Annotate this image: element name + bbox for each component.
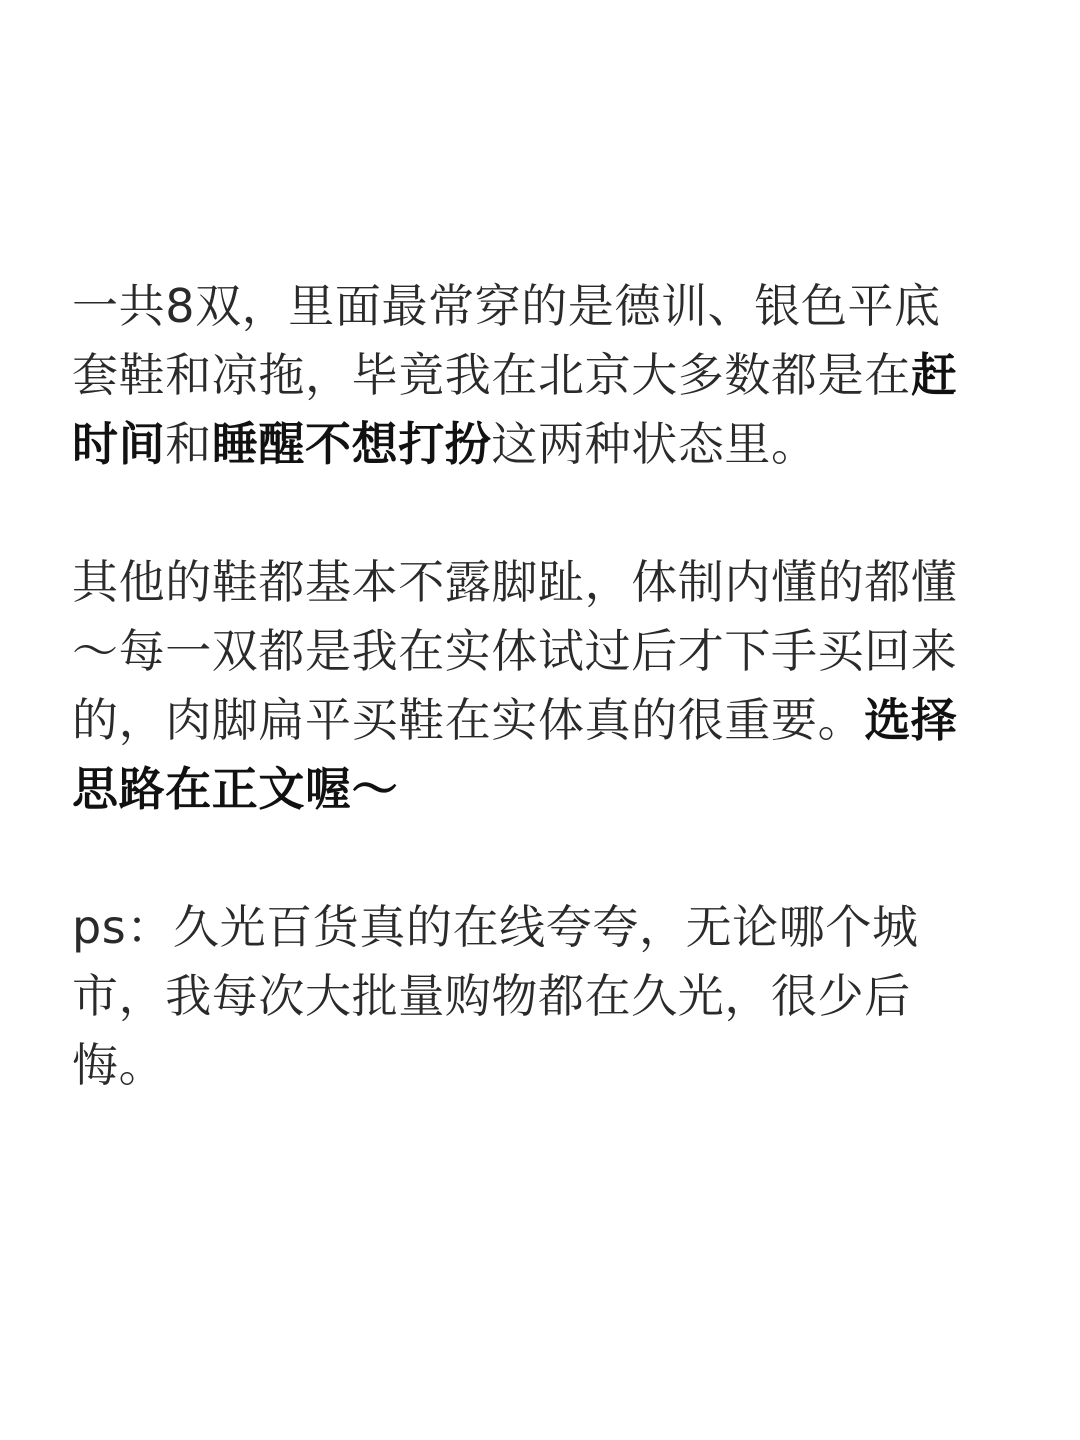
article-body	[72, 272, 987, 1100]
paragraph-shoe-count	[72, 272, 987, 479]
text-segment: 和	[165, 417, 212, 471]
text-segment: 其他的鞋都基本不露脚趾，体制内懂的都懂～每一双都是我在实体试过后才下手买回来的，肉脚扁平买鞋在实体真的很重要。	[72, 555, 958, 747]
paragraph-closed-toe	[72, 548, 987, 824]
text-segment: 一共8双，里面最常穿的是德训、银色平底套鞋和凉拖，毕竟我在北京大多数都是在	[72, 279, 941, 402]
highlight-rushing-time: 赶时间	[72, 348, 958, 471]
highlight-see-main-text: 选择思路在正文喔～	[72, 693, 958, 816]
text-segment: ps：久光百货真的在线夸夸，无论哪个城市，我每次大批量购物都在久光，很少后悔。	[72, 900, 919, 1092]
highlight-no-dressing-up: 睡醒不想打扮	[211, 417, 492, 471]
paragraph-ps-note	[72, 893, 987, 1100]
text-segment: 这两种状态里。	[491, 417, 818, 471]
